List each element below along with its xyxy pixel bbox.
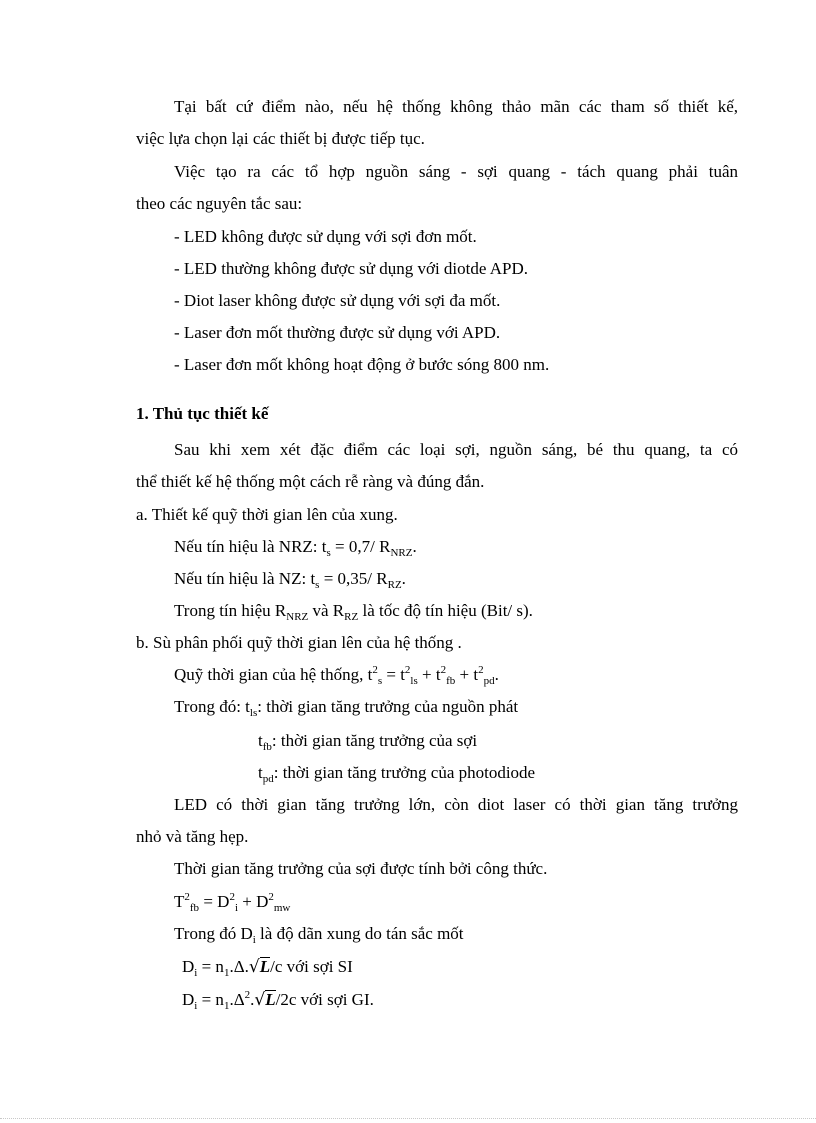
rule-item: - Diot laser không được sử dụng với sợi đa mốt. [174,291,501,310]
paragraph-1-line-1: Tại bất cứ điểm nào, nếu hệ thống không thảo mãn các tham số thiết kế, [174,97,738,116]
rule-item: - LED thường không được sử dụng với diotde APD. [174,259,528,278]
rule-item: - LED không được sử dụng với sợi đơn mốt. [174,227,477,246]
nrz-formula: Nếu tín hiệu là NRZ: $t_s = 0,7/$ $R_{NRZ}$. [174,537,417,559]
square-root-sign: √ [248,957,260,977]
rule-item: - Laser đơn mốt không hoạt động ở bước sóng 800 nm. [174,355,550,374]
section-intro-line-2: thể thiết kế hệ thống một cách rễ ràng và đúng đắn. [136,472,485,491]
led-paragraph-line-2: nhỏ và tăng hẹp. [136,827,249,846]
sqrt-radicand-l: L [265,990,276,1009]
where-source-rise-time: Trong đó: $t_{ls}$: thời gian tăng trưởng của nguồn phát [174,697,519,719]
rate-definition: Trong tín hiệu $R_{NRZ}$ và $R_{RZ}$ là tốc độ tín hiệu (Bit/ s). [174,601,533,623]
sqrt-radicand-l: L [259,957,271,976]
rise-time-budget-formula: Quỹ thời gian của hệ thống, $t^2_s = t^2_{ls} + t^2_{fb} + t^2_{pd}$. [174,664,499,687]
fiber-rise-time-formula: $T^2_{fb} = D^2_i + D^2_{mw}$ [174,891,291,914]
square-root-sign: √ [254,990,266,1010]
paragraph-1-line-2: việc lựa chọn lại các thiết bị được tiếp tục. [136,129,425,148]
fiber-rise-time-intro: Thời gian tăng trưởng của sợi được tính bởi công thức. [174,859,548,878]
where-photodiode-rise-time: $t_{pd}$: thời gian tăng trưởng của photodiode [258,763,536,785]
si-fiber-formula: $D_i = n_1.\Delta.√L/c$ với sợi SI [182,957,353,979]
page-bottom-divider [0,1118,816,1119]
gi-fiber-formula: $D_i = n_1.\Delta^2.√L/2c$ với sợi GI. [182,989,374,1012]
paragraph-2-line-2: theo các nguyên tắc sau: [136,194,303,213]
paragraph-2-line-1: Việc tạo ra các tổ hợp nguồn sáng - sợi quang - tách quang phải tuân [174,162,738,181]
rule-item: - Laser đơn mốt thường được sử dụng với APD. [174,323,501,342]
section-intro-line-1: Sau khi xem xét đặc điểm các loại sợi, nguồn sáng, bé thu quang, ta có [174,440,738,459]
part-b-title: b. Sù phân phối quỹ thời gian lên của hệ thống . [136,633,462,652]
nz-formula: Nếu tín hiệu là NZ: $t_s = 0,35/$ $R_{RZ}$. [174,569,406,591]
led-paragraph-line-1: LED có thời gian tăng trưởng lớn, còn diot laser có thời gian tăng trưởng [174,795,738,814]
part-a-title: a. Thiết kế quỹ thời gian lên của xung. [136,505,398,524]
where-fiber-rise-time: $t_{fb}$: thời gian tăng trưởng của sợi [258,731,478,753]
section-heading: 1. Thủ tục thiết kế [136,404,269,423]
modal-dispersion-definition: Trong đó $D_i$ là độ dãn xung do tán sắc mốt [174,924,464,946]
